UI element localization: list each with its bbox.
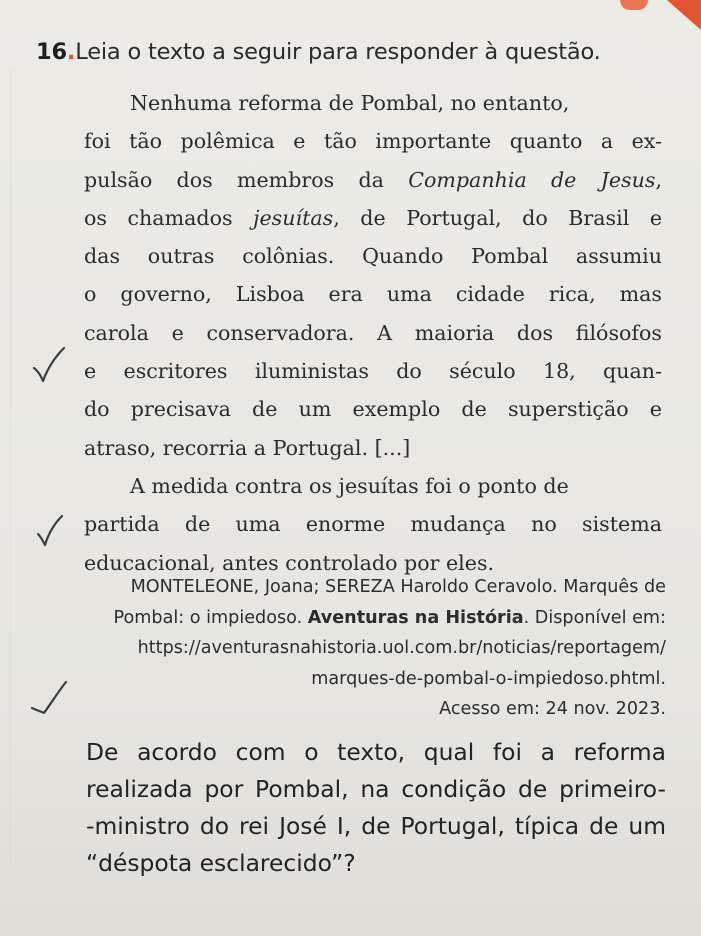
passage-line: educacional, antes controlado por eles. bbox=[84, 550, 495, 575]
passage-line: carola e conservadora. A maioria dos filósofos bbox=[84, 320, 662, 345]
passage-text: os chamados bbox=[84, 205, 254, 230]
passage-line: do precisava de um exemplo de superstição e bbox=[84, 397, 662, 422]
passage-line: foi tão polêmica e tão importante quanto a ex- bbox=[84, 129, 662, 154]
question-instruction: Leia o texto a seguir para responder à questão. bbox=[75, 39, 601, 65]
passage-line bbox=[84, 199, 662, 237]
question-number: 16 bbox=[36, 39, 67, 65]
prompt-line: -ministro do rei José I, de Portugal, típica de um bbox=[86, 812, 666, 840]
prompt-line: realizada por Pombal, na condição de primeiro- bbox=[86, 775, 666, 803]
passage-text: pulsão dos membros da bbox=[84, 167, 409, 192]
citation-publication-title: Aventuras na História bbox=[307, 607, 524, 628]
checkmark-icon bbox=[30, 678, 70, 718]
citation-line: MONTELEONE, Joana; SEREZA Haroldo Ceravolo. Marquês de bbox=[130, 577, 666, 597]
citation-text: . Disponível em: bbox=[523, 607, 666, 628]
question-header bbox=[36, 39, 601, 65]
corner-color-strip bbox=[620, 0, 648, 10]
passage-line: e escritores iluministas do século 18, quan- bbox=[84, 359, 662, 384]
citation-text: Pombal: o impiedoso. bbox=[113, 607, 308, 628]
passage-line: A medida contra os jesuítas foi o ponto de bbox=[130, 473, 569, 498]
prompt-line: “déspota esclarecido”? bbox=[86, 849, 356, 877]
checkmark-icon bbox=[36, 508, 76, 548]
passage-italic-term: jesuítas bbox=[253, 205, 334, 230]
passage-italic-term: Companhia de Jesus bbox=[408, 167, 656, 192]
page-margin-guide bbox=[10, 70, 12, 870]
source-citation bbox=[86, 572, 666, 725]
question-prompt bbox=[86, 734, 666, 882]
passage-line: Nenhuma reforma de Pombal, no entanto, bbox=[130, 91, 570, 115]
passage-line: atraso, recorria a Portugal. [...] bbox=[84, 435, 411, 460]
passage-line: partida de uma enorme mudança no sistema bbox=[84, 512, 662, 537]
citation-url: https://aventurasnahistoria.uol.com.br/noticias/reportagem/ bbox=[137, 638, 666, 658]
checkmark-icon bbox=[32, 344, 72, 384]
question-number-dot: . bbox=[66, 39, 76, 65]
citation-url: marques-de-pombal-o-impiedoso.phtml. bbox=[311, 668, 666, 689]
corner-tab-marker bbox=[667, 0, 701, 30]
citation-line bbox=[86, 603, 666, 634]
passage-line: das outras colônias. Quando Pombal assumiu bbox=[84, 244, 662, 269]
passage-text: , bbox=[655, 167, 663, 192]
citation-access-date: Acesso em: 24 nov. 2023. bbox=[439, 699, 666, 719]
prompt-line: De acordo com o texto, qual foi a reforma bbox=[86, 738, 666, 766]
passage-line bbox=[84, 161, 662, 199]
quoted-passage bbox=[84, 84, 662, 582]
passage-text: , de Portugal, do Brasil e bbox=[333, 205, 663, 230]
passage-line: o governo, Lisboa era uma cidade rica, mas bbox=[84, 282, 662, 307]
